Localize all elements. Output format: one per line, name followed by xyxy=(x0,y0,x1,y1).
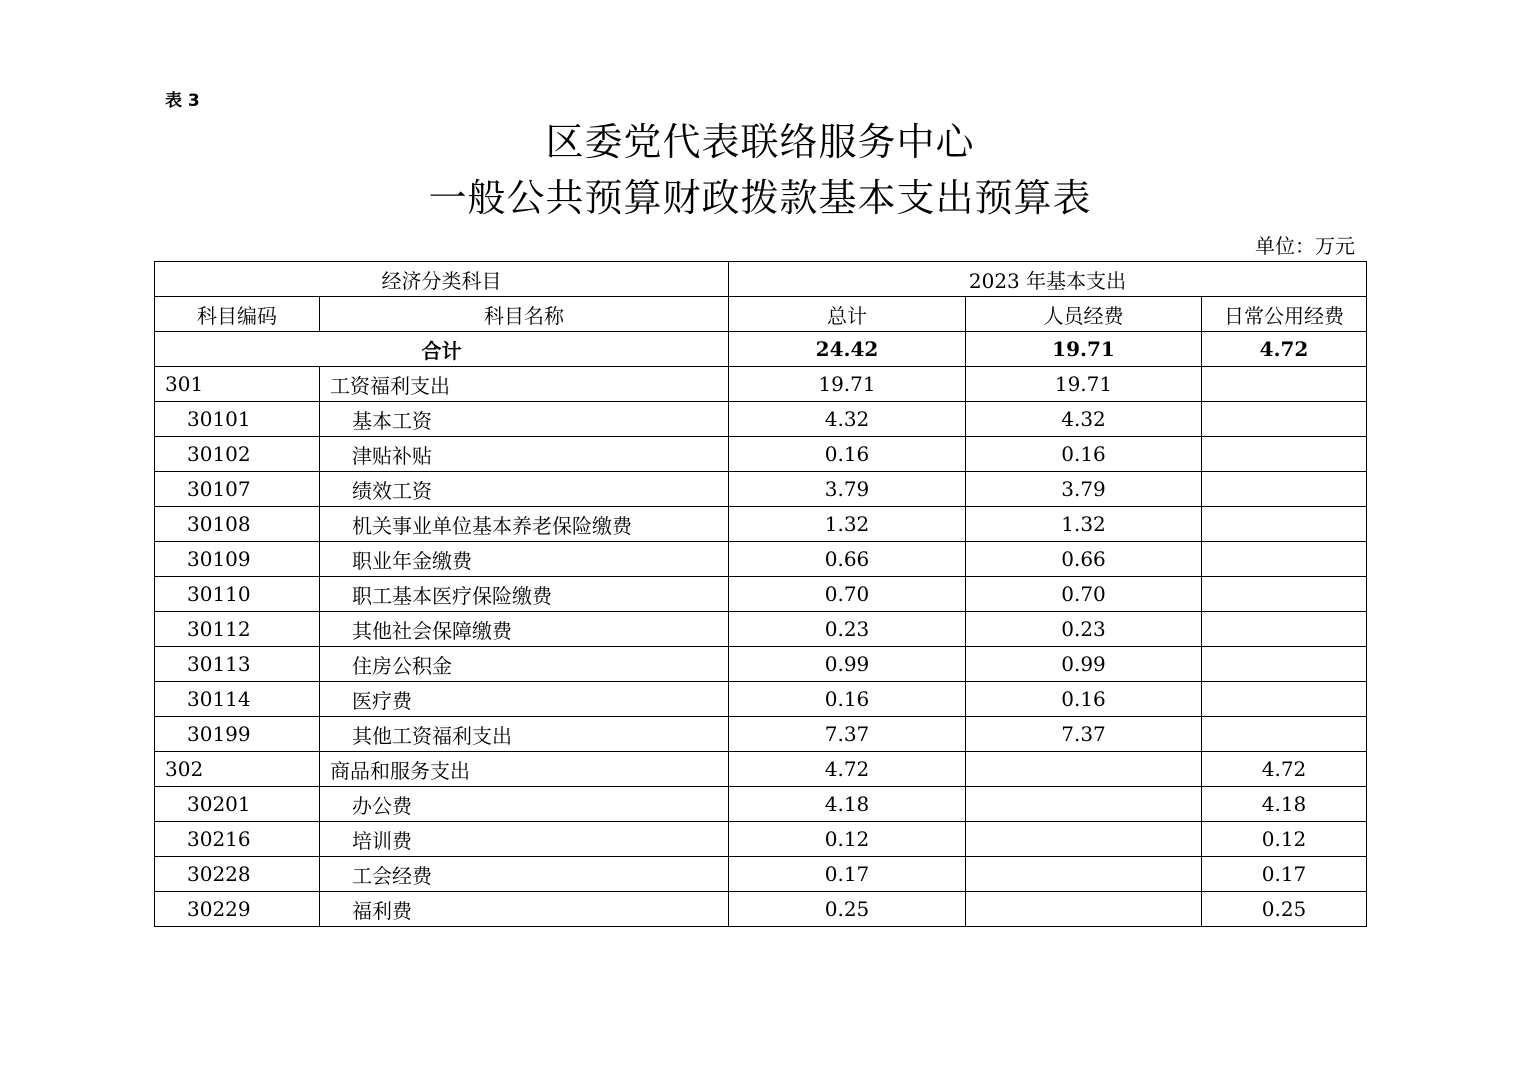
subject-name-cell: 工资福利支出 xyxy=(320,367,729,402)
total-cell: 0.99 xyxy=(729,647,966,682)
total-total: 24.42 xyxy=(729,332,966,367)
subject-name-cell: 津贴补贴 xyxy=(320,437,729,472)
total-cell: 0.16 xyxy=(729,437,966,472)
total-cell: 0.70 xyxy=(729,577,966,612)
header-personnel-expense: 人员经费 xyxy=(966,297,1202,332)
subject-code-cell: 30114 xyxy=(155,682,320,717)
table-number: 表 3 xyxy=(165,91,200,111)
public-cell xyxy=(1202,682,1367,717)
table-row xyxy=(155,717,1367,752)
subject-name-cell: 其他社会保障缴费 xyxy=(320,612,729,647)
header-subject-name: 科目名称 xyxy=(320,297,729,332)
public-cell: 4.72 xyxy=(1202,752,1367,787)
subject-name-cell: 商品和服务支出 xyxy=(320,752,729,787)
subject-code-cell: 30201 xyxy=(155,787,320,822)
header-public-expense: 日常公用经费 xyxy=(1202,297,1367,332)
subject-code-cell: 30228 xyxy=(155,857,320,892)
personnel-cell xyxy=(966,857,1202,892)
subject-code-cell: 301 xyxy=(155,367,320,402)
unit-label: 单位：万元 xyxy=(1255,234,1355,258)
personnel-cell: 0.66 xyxy=(966,542,1202,577)
total-cell: 1.32 xyxy=(729,507,966,542)
public-cell xyxy=(1202,717,1367,752)
table-row xyxy=(155,577,1367,612)
subject-name-cell: 基本工资 xyxy=(320,402,729,437)
subject-code-cell: 30113 xyxy=(155,647,320,682)
total-cell: 0.23 xyxy=(729,612,966,647)
total-cell: 0.16 xyxy=(729,682,966,717)
page-title-line2: 一般公共预算财政拨款基本支出预算表 xyxy=(428,176,1092,220)
table-row xyxy=(155,367,1367,402)
total-cell: 0.66 xyxy=(729,542,966,577)
total-cell: 0.17 xyxy=(729,857,966,892)
personnel-cell: 0.70 xyxy=(966,577,1202,612)
subject-name-cell: 其他工资福利支出 xyxy=(320,717,729,752)
header-total: 总计 xyxy=(729,297,966,332)
header-subject-code: 科目编码 xyxy=(155,297,320,332)
total-personnel: 19.71 xyxy=(966,332,1202,367)
table-row xyxy=(155,892,1367,927)
public-cell xyxy=(1202,647,1367,682)
header-economic-classification: 经济分类科目 xyxy=(155,262,729,297)
subject-code-cell: 30112 xyxy=(155,612,320,647)
personnel-cell: 4.32 xyxy=(966,402,1202,437)
subject-code-cell: 30110 xyxy=(155,577,320,612)
total-cell: 7.37 xyxy=(729,717,966,752)
subject-name-cell: 办公费 xyxy=(320,787,729,822)
subject-code-cell: 30108 xyxy=(155,507,320,542)
public-cell: 0.25 xyxy=(1202,892,1367,927)
subject-name-cell: 机关事业单位基本养老保险缴费 xyxy=(320,507,729,542)
personnel-cell: 0.16 xyxy=(966,682,1202,717)
public-cell xyxy=(1202,367,1367,402)
public-cell xyxy=(1202,437,1367,472)
personnel-cell: 7.37 xyxy=(966,717,1202,752)
total-label: 合计 xyxy=(155,332,729,367)
table-row xyxy=(155,507,1367,542)
subject-code-cell: 30216 xyxy=(155,822,320,857)
total-cell: 3.79 xyxy=(729,472,966,507)
subject-name-cell: 职业年金缴费 xyxy=(320,542,729,577)
subject-name-cell: 福利费 xyxy=(320,892,729,927)
subject-code-cell: 30109 xyxy=(155,542,320,577)
total-row xyxy=(155,332,1367,367)
subject-code-cell: 302 xyxy=(155,752,320,787)
public-cell xyxy=(1202,577,1367,612)
table-row xyxy=(155,402,1367,437)
subject-code-cell: 30229 xyxy=(155,892,320,927)
personnel-cell xyxy=(966,892,1202,927)
table-row xyxy=(155,787,1367,822)
subject-name-cell: 培训费 xyxy=(320,822,729,857)
table-body xyxy=(155,367,1367,927)
subject-code-cell: 30102 xyxy=(155,437,320,472)
subject-name-cell: 工会经费 xyxy=(320,857,729,892)
personnel-cell: 19.71 xyxy=(966,367,1202,402)
total-cell: 4.72 xyxy=(729,752,966,787)
header-year-basic-expenditure: 2023 年基本支出 xyxy=(729,262,1367,297)
table-row xyxy=(155,822,1367,857)
public-cell: 4.18 xyxy=(1202,787,1367,822)
table-row xyxy=(155,857,1367,892)
total-public: 4.72 xyxy=(1202,332,1367,367)
total-cell: 0.25 xyxy=(729,892,966,927)
public-cell xyxy=(1202,472,1367,507)
subject-code-cell: 30101 xyxy=(155,402,320,437)
table-row xyxy=(155,612,1367,647)
subject-name-cell: 绩效工资 xyxy=(320,472,729,507)
personnel-cell: 0.99 xyxy=(966,647,1202,682)
table-row xyxy=(155,647,1367,682)
header-group-row xyxy=(155,262,1367,297)
personnel-cell: 0.23 xyxy=(966,612,1202,647)
total-cell: 4.18 xyxy=(729,787,966,822)
header-column-row xyxy=(155,297,1367,332)
table-row xyxy=(155,542,1367,577)
table-row xyxy=(155,752,1367,787)
subject-name-cell: 职工基本医疗保险缴费 xyxy=(320,577,729,612)
table-row xyxy=(155,437,1367,472)
personnel-cell xyxy=(966,822,1202,857)
subject-name-cell: 医疗费 xyxy=(320,682,729,717)
personnel-cell: 0.16 xyxy=(966,437,1202,472)
public-cell xyxy=(1202,542,1367,577)
public-cell xyxy=(1202,402,1367,437)
personnel-cell: 3.79 xyxy=(966,472,1202,507)
subject-code-cell: 30199 xyxy=(155,717,320,752)
total-cell: 4.32 xyxy=(729,402,966,437)
budget-table xyxy=(154,261,1367,927)
public-cell xyxy=(1202,612,1367,647)
table-row xyxy=(155,682,1367,717)
page-title-line1: 区委党代表联络服务中心 xyxy=(545,120,975,164)
subject-name-cell: 住房公积金 xyxy=(320,647,729,682)
personnel-cell: 1.32 xyxy=(966,507,1202,542)
personnel-cell xyxy=(966,752,1202,787)
public-cell xyxy=(1202,507,1367,542)
personnel-cell xyxy=(966,787,1202,822)
total-cell: 0.12 xyxy=(729,822,966,857)
table-row xyxy=(155,472,1367,507)
total-cell: 19.71 xyxy=(729,367,966,402)
public-cell: 0.12 xyxy=(1202,822,1367,857)
subject-code-cell: 30107 xyxy=(155,472,320,507)
public-cell: 0.17 xyxy=(1202,857,1367,892)
